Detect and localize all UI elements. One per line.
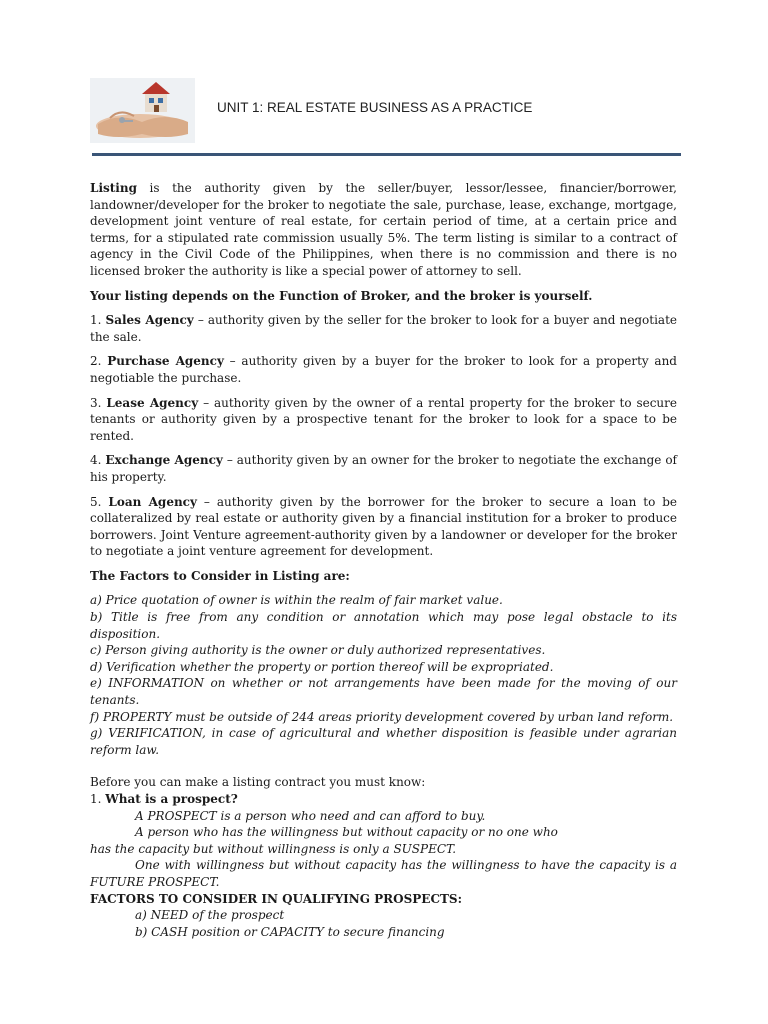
factor-item: f) PROPERTY must be outside of 244 areas priority development covered by urban land reform. bbox=[90, 709, 674, 724]
factor-item: b) Title is free from any condition or annotation which may pose legal obstacle to its disposition. bbox=[90, 610, 677, 641]
agency-text: – authority given by the owner of a rental property for the broker to secure tenants or authority given by a prospective tenant for the broker to look for a space to be rented. bbox=[90, 395, 677, 443]
header-image bbox=[90, 78, 195, 143]
before-text: Before you can make a listing contract you must know: bbox=[90, 775, 426, 790]
agency-item bbox=[90, 452, 677, 485]
agency-item bbox=[90, 395, 677, 445]
agency-name: Exchange Agency bbox=[105, 453, 223, 468]
prospect-line: has the capacity but without willingness is only a SUSPECT. bbox=[90, 841, 457, 856]
listing-term: Listing bbox=[90, 181, 137, 195]
intro-text: is the authority given by the seller/buyer, lessor/lessee, financier/borrower, landowner/developer for the broker to negotiate the sale, purchase, lease, exchange, mortgage, development joint venture of real estate, for certain period of time, at a certain price and terms, for a stipulated rate commission usually 5%. The term listing is similar to a contract of agency in the Civil Code of the Philippines, when there is no commission and there is no licensed broker the authority is like a special power of attorney to sell. bbox=[90, 181, 677, 278]
prospect-number: 1. bbox=[90, 792, 106, 806]
factor-item: g) VERIFICATION, in case of agricultural and whether disposition is feasible under agrarian reform law. bbox=[90, 726, 677, 757]
agency-number: 1. bbox=[90, 313, 106, 328]
factor-item: c) Person giving authority is the owner or duly authorized representatives. bbox=[90, 643, 546, 658]
agency-name: Loan Agency bbox=[108, 494, 197, 509]
document-body bbox=[90, 180, 677, 940]
agency-name: Lease Agency bbox=[106, 395, 199, 410]
agency-text: – authority given by the seller for the broker to look for a buyer and negotiate the sale. bbox=[90, 313, 677, 344]
prospect-line: A person who has the willingness but without capacity or no one who bbox=[135, 825, 558, 840]
agency-text: – authority given by the borrower for the broker to secure a loan to be collateralized by real estate or authority given by a financial institution for a broker to produce borrowers. Joint Venture agreement-authority given by a landowner or developer for the broker to negotiate a joint venture agreement for development. bbox=[90, 494, 678, 559]
intro-paragraph bbox=[90, 180, 677, 280]
agency-text: – authority given by a buyer for the broker to look for a property and negotiable the purchase. bbox=[90, 354, 677, 385]
function-heading: Your listing depends on the Function of Broker, and the broker is yourself. bbox=[90, 288, 593, 303]
unit-title: UNIT 1: REAL ESTATE BUSINESS AS A PRACTICE bbox=[217, 100, 533, 115]
agency-number: 5. bbox=[90, 494, 109, 509]
prospect-question-text: What is a prospect? bbox=[105, 792, 238, 806]
agency-name: Sales Agency bbox=[105, 313, 194, 328]
agency-number: 4. bbox=[90, 453, 106, 468]
factors-list bbox=[90, 592, 677, 758]
qualifying-heading: FACTORS TO CONSIDER IN QUALIFYING PROSPECTS: bbox=[90, 891, 463, 906]
hands-holding-house-icon bbox=[90, 78, 195, 143]
factor-item: e) INFORMATION on whether or not arrangements have been made for the moving of our tenants. bbox=[90, 676, 677, 708]
prospect-line: A PROSPECT is a person who need and can afford to buy. bbox=[135, 808, 486, 823]
agency-number: 3. bbox=[90, 395, 107, 410]
prospect-line: One with willingness but without capacity has the willingness to have the capacity is a FUTURE PROSPECT. bbox=[90, 858, 677, 889]
factors-heading: The Factors to Consider in Listing are: bbox=[90, 568, 350, 583]
header-rule bbox=[92, 153, 681, 156]
agency-number: 2. bbox=[90, 354, 108, 369]
agency-item bbox=[90, 494, 677, 560]
agency-text: – authority given by an owner for the broker to negotiate the exchange of his property. bbox=[90, 453, 678, 484]
prospect-question bbox=[90, 791, 677, 808]
agency-item bbox=[90, 312, 677, 345]
agency-name: Purchase Agency bbox=[107, 354, 224, 369]
factor-item: d) Verification whether the property or portion thereof will be expropriated. bbox=[90, 659, 554, 674]
qualifying-item: a) NEED of the prospect bbox=[135, 908, 285, 923]
factor-item: a) Price quotation of owner is within the realm of fair market value. bbox=[90, 593, 503, 608]
qualifying-item: b) CASH position or CAPACITY to secure financing bbox=[135, 924, 445, 939]
agency-item bbox=[90, 353, 677, 386]
